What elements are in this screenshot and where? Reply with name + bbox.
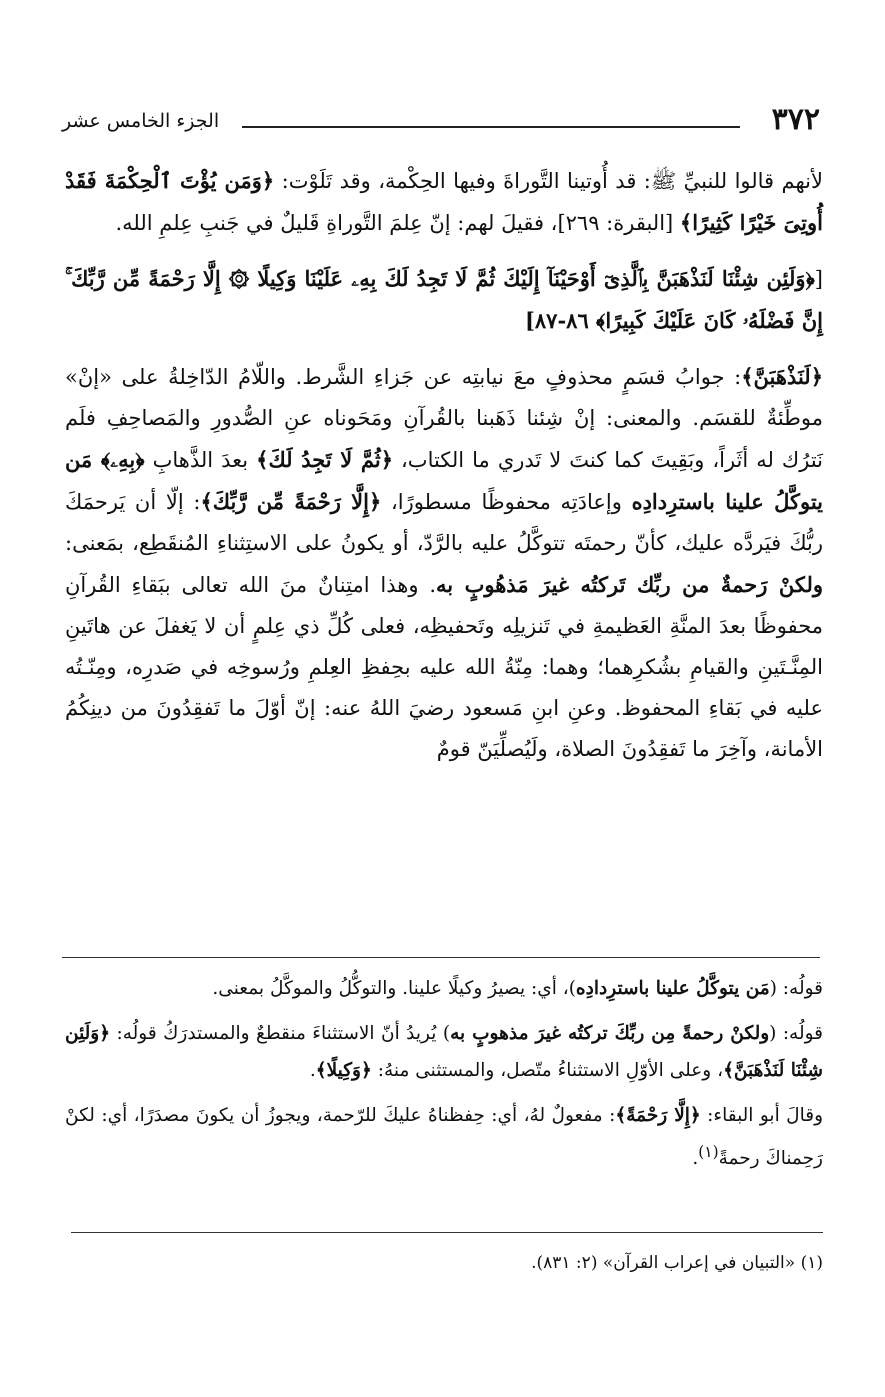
note-text: ) يُريدُ أنّ الاستثناءَ منقطعٌ والمستدرَكُ قولُه: [110,1023,451,1044]
quran-quote: ﴿إِلَّا رَحْمَةً مِّن رَّبِّكَ﴾ [200,489,382,514]
note-text: . [692,1148,699,1170]
note-text: قولُه: ( [769,978,823,999]
bold-text: مَن يتوكَّلُ علينا باسترِدادِه [65,447,824,514]
bold-text: ولكنْ رَحمةٌ من ربِّك تَركتُه غيرَ مَذهُوبٍ به [436,572,823,597]
quran-verse: ﴿وَلَئِن شِئْنَا لَنَذْهَبَنَّ بِٱلَّذِىٓ أَوْحَيْنَآ إِلَيْكَ ثُمَّ لَا تَجِدُ لَكَ بِهِۦ عَلَيْنَا وَكِيلًا ۞ إِلَّا رَحْمَةً مِّن رَّبِّكَ ۚ إِنَّ فَضْلَهُۥ كَانَ عَلَيْكَ كَبِيرًا﴾ [65,266,823,333]
running-title: الجزء الخامس عشر [62,110,220,132]
quran-quote: ﴿لَنَذْهَبَنَّ﴾ [741,364,823,389]
verse-block [65,258,823,342]
paragraph-3 [65,356,823,770]
main-text [65,160,823,784]
note-3 [65,1097,823,1177]
paragraph-text: وإعادَتِه محفوظًا مسطورًا، [381,490,632,514]
note-bold: مَن يتوكَّلُ علينا باسترِدادِه [575,978,770,999]
quran-quote: ﴿ثُمَّ لَا تَجِدُ لَكَ﴾ [256,447,394,472]
paragraph-text: . وهذا امتِنانٌ منَ الله تعالى ببَقاءِ القُرآنِ محفوظًا بعدَ المنَّةِ العَظيمةِ في تَنزيلِه وتَحفيظِه، فعلى كُلِّ ذي عِلمٍ أن لا يَغفلَ عن هاتَينِ المِنَّـتَينِ والقيامِ بشُكرِهما؛ وهما: مِنّةُ الله عليه بحِفظِ العِلمِ ورُسوخِه في صَدرِه، ومِنّـتُه عليه في بَقاءِ المحفوظ. وعنِ ابنِ مَسعود رضيَ اللهُ عنه: إنّ أوّلَ ما تَفقِدُونَ من دينِكُمُ الأمانة، وآخِرَ ما تَفقِدُونَ الصلاة، ولَيُصلِّيَنّ قومٌ [65,573,823,761]
note-text: وقالَ أبو البقاء: [700,1105,824,1126]
page-header [62,100,820,144]
note-text: قولُه: ( [769,1023,824,1044]
quran-quote: ﴿إِلَّا رَحْمَةً﴾ [615,1105,701,1126]
quran-quote: ﴿وَكِيلًا﴾ [315,1060,372,1081]
note-2 [65,1015,823,1089]
main-separator [62,957,820,958]
quran-quote: ﴿وَمَن يُؤْتَ ٱلْحِكْمَةَ فَقَدْ أُوتِىَ خَيْرًا كَثِيرًا﴾ [65,168,823,235]
quran-quote: ﴿وَلَئِن شِئْنَا لَنَذْهَبَنَّ﴾ [65,1023,823,1081]
header-rule [242,126,740,128]
note-text: )، أي: يصيرُ وكيلًا علينا. والتوكُّلُ والموكَّلُ بمعنى. [212,978,576,999]
verse-reference: ٨٦-٨٧] [524,308,597,333]
bracket: [ [814,267,823,291]
paragraph-text: : إلّا أن يَرحمَكَ ربُّكَ فيَردَّه عليك، كأنّ رحمتَه تتوكَّلُ عليه بالرَّدّ، أو يكونُ على الاستِثناءِ المُنقَطِع، بمَعنى: [65,490,823,555]
paragraph-text: : جوابُ قسَمٍ محذوفٍ معَ نيابتِه عن جَزاءِ الشَّرط. واللّامُ الدّاخِلةُ على «إنْ» موطِّئةٌ للقسَم. والمعنى: إنْ شِئنا ذَهَبنا بالقُرآنِ ومَحَوناه عنِ الصُّدورِ والمَصاحِفِ فلَم نَترُك له أثَراً، وبَقِيتَ كما كنتَ لا تَدري ما الكتاب، [65,365,823,472]
paragraph-text: [البقرة: ٢٦٩]، فقيلَ لهم: إنّ عِلمَ التَّوراةِ قَليلٌ في جَنبِ عِلمِ الله. [115,211,680,235]
page-number: ٣٧٢ [771,102,820,137]
footnote: (١) «التبيان في إعراب القرآن» (٢: ٨٣١). [531,1253,823,1273]
footnote-separator [71,1232,823,1233]
margin-notes [65,970,823,1185]
paragraph-text: لأنهم قالوا للنبيِّ ﷺ: قد أُوتينا التَّوراةَ وفيها الحِكْمة، وقد تَلَوْت: [274,169,823,193]
note-text: . [309,1060,316,1081]
footnote-marker: (١) [698,1143,719,1161]
quran-quote: ﴿بِهِۦ﴾ [100,447,145,472]
note-1 [65,970,823,1007]
paragraph-1 [65,160,823,244]
paragraph-text: بعدَ الذَّهابِ [144,448,257,472]
note-text: ، وعلى الأوّلِ الاستثناءُ متّصل، والمستثنى منهُ: [371,1060,724,1081]
note-bold: ولكنْ رحمةً مِن ربِّكَ تركتُه غيرَ مذهوبٍ به [450,1023,770,1044]
note-text: : مفعولٌ لهُ، أي: حِفظناهُ عليكَ للرّحمة، ويجوزُ أن يكونَ مصدَرًا، أي: لكنْ رَحِمناكَ رحمةً [65,1105,823,1170]
